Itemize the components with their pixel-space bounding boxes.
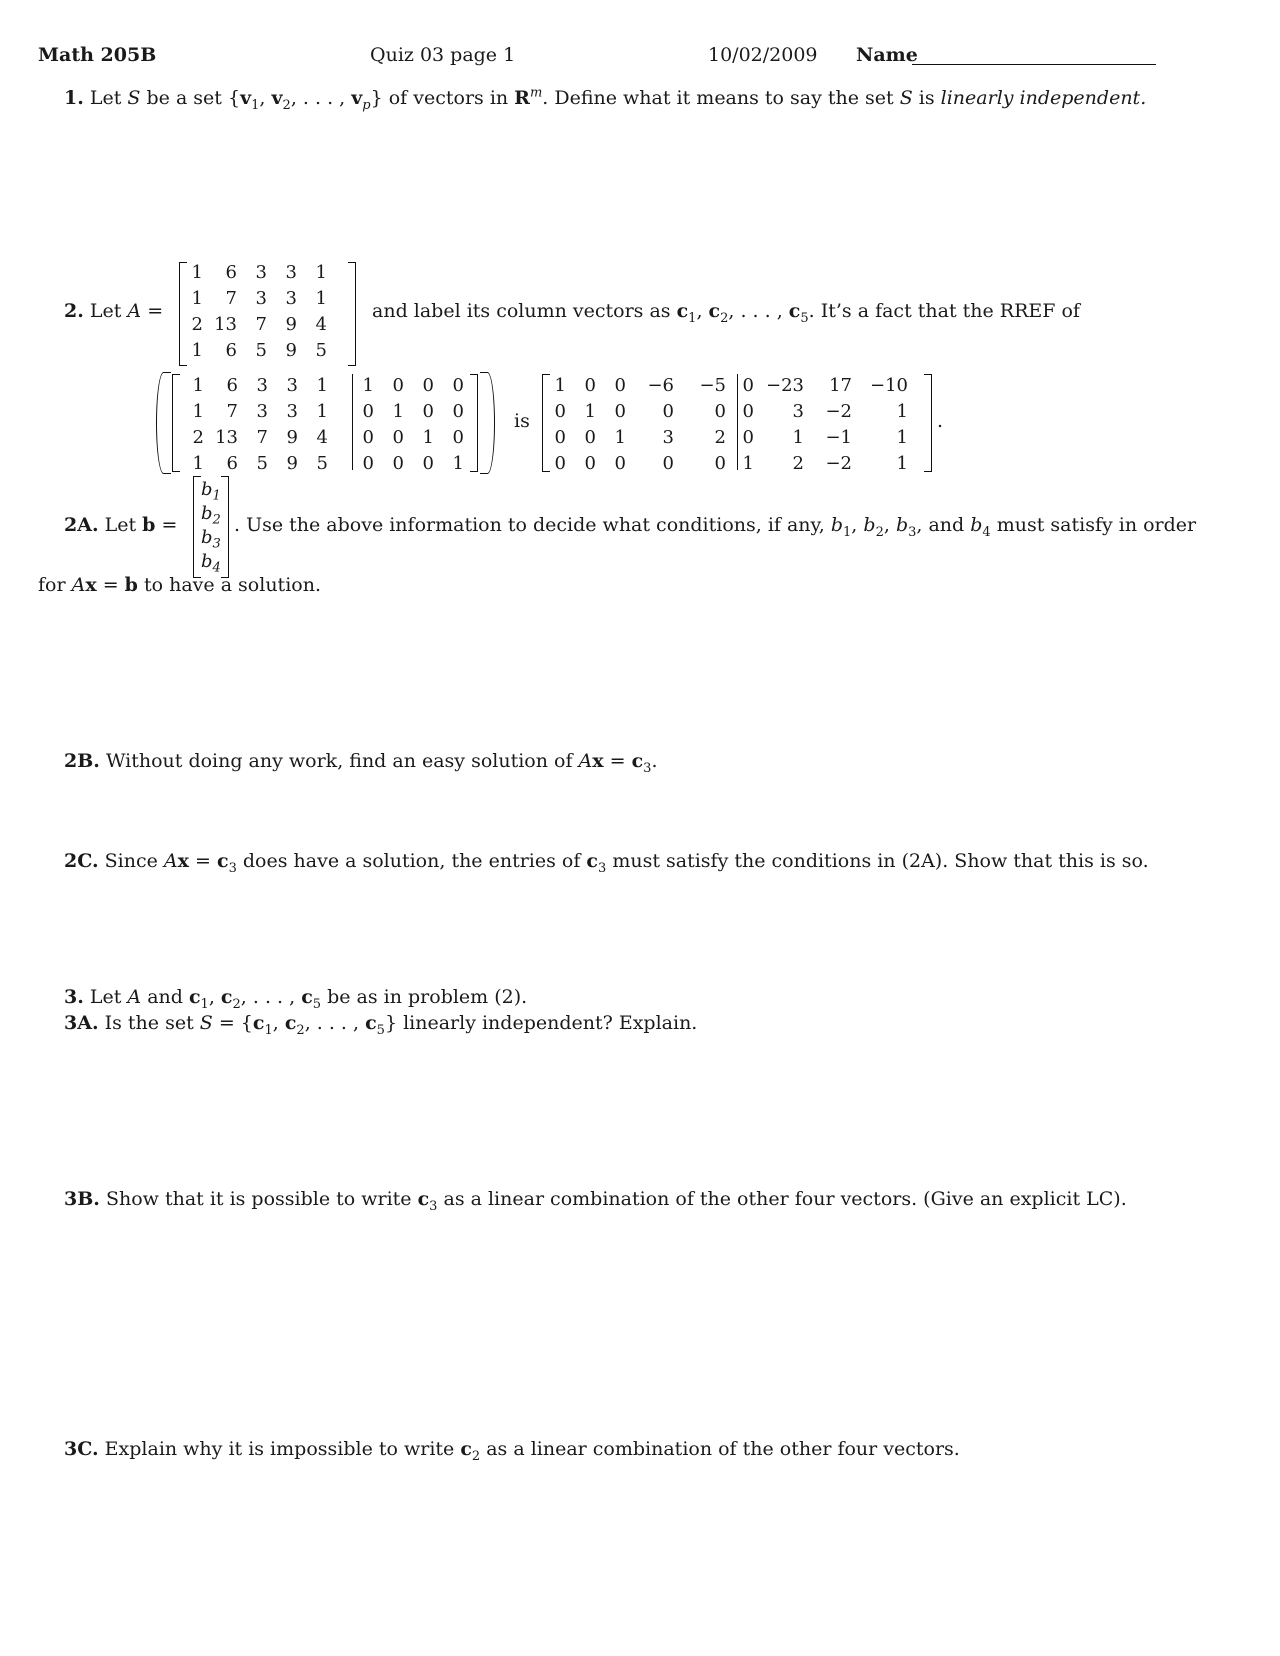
- rref-right-bracket: [924, 374, 932, 472]
- question-2a-label: 2A. Let b =: [64, 514, 178, 536]
- matrix-entry: 0: [584, 453, 596, 474]
- matrix-entry: 0: [614, 401, 626, 422]
- augmented-matrix-left: [182, 373, 328, 477]
- augmented-left-paren: [156, 372, 171, 474]
- matrix-entry: 1: [362, 375, 374, 396]
- matrix-entry: 0: [422, 453, 434, 474]
- matrix-entry: −6: [647, 375, 674, 396]
- matrix-entry: 1: [614, 427, 626, 448]
- matrix-entry: 1: [192, 453, 204, 474]
- augmented-right-paren: [480, 372, 495, 474]
- rref-matrix-left: [552, 373, 726, 477]
- matrix-entry: 0: [422, 375, 434, 396]
- matrix-entry: 1: [554, 375, 566, 396]
- matrix-entry: 3: [285, 288, 297, 309]
- matrix-entry: 5: [315, 340, 327, 361]
- matrix-entry: 0: [392, 375, 404, 396]
- rref-left-bracket: [542, 374, 550, 472]
- rref-period: .: [937, 410, 944, 432]
- matrix-entry: 0: [452, 427, 464, 448]
- matrix-entry: 3: [792, 401, 804, 422]
- matrix-entry: 0: [614, 453, 626, 474]
- matrix-entry: 6: [226, 375, 238, 396]
- matrix-entry: 5: [316, 453, 328, 474]
- matrix-row: [742, 373, 908, 399]
- matrix-entry: 1: [896, 453, 908, 474]
- matrix-row: [182, 399, 328, 425]
- matrix-entry: 0: [584, 427, 596, 448]
- matrix-entry: 3: [256, 375, 268, 396]
- matrix-row: [182, 451, 328, 477]
- course-title: Math 205B: [38, 44, 157, 66]
- question-2a-text: . Use the above information to decide what conditions, if any, $b_1$, $b_2$, $b_3$, and $b_4$ must satisfy in order: [234, 514, 1197, 540]
- matrix-entry: 0: [714, 401, 726, 422]
- question-2-label: 2. Let A =: [64, 300, 164, 322]
- question-3a: 3A. Is the set $S = \{c_1$, $c_2$, . . . , $c_5$} linearly independent? Explain.: [64, 1012, 698, 1038]
- matrix-entry: 4: [315, 314, 327, 335]
- question-3c: 3C. Explain why it is impossible to write $c_2$ as a linear combination of the other four vectors.: [64, 1438, 960, 1464]
- matrix-entry: 0: [392, 427, 404, 448]
- matrix-entry: 1: [315, 262, 327, 283]
- question-2c: 2C. Since $Ax = c_3$ does have a solution, the entries of $c_3$ must satisfy the conditions in (2A). Show that this is so.: [64, 850, 1149, 876]
- matrix-entry: 1: [452, 453, 464, 474]
- matrix-entry: 1: [192, 375, 204, 396]
- matrix-row: [742, 451, 908, 477]
- matrix-entry: 1: [792, 427, 804, 448]
- matrix-row: [358, 425, 464, 451]
- name-blank[interactable]: [912, 64, 1156, 65]
- question-1: 1. Let S be a set {$v_1$, $v_2$, . . . , $v_p$} of vectors in $R^m$. Define what it means to say the set S is linearly independent.: [64, 85, 1147, 113]
- rref-matrix-right: [742, 373, 908, 477]
- matrix-entry: 3: [286, 375, 298, 396]
- question-3: 3. Let A and $c_1$, $c_2$, . . . , $c_5$ be as in problem (2).: [64, 986, 528, 1012]
- matrix-row: [552, 425, 726, 451]
- matrix-entry: 5: [256, 453, 268, 474]
- matrix-entry: 3: [256, 401, 268, 422]
- matrix-entry: 13: [215, 427, 238, 448]
- vector-b-entry-1: $b_1$: [201, 479, 221, 504]
- augmented-matrix-right: [358, 373, 464, 477]
- question-2b: 2B. Without doing any work, find an easy solution of $Ax = c_3$.: [64, 750, 658, 776]
- matrix-entry: 6: [225, 262, 237, 283]
- matrix-entry: 0: [452, 401, 464, 422]
- matrix-entry: 0: [362, 453, 374, 474]
- matrix-entry: −2: [825, 401, 852, 422]
- matrix-row: [742, 399, 908, 425]
- matrix-entry: 1: [316, 401, 328, 422]
- matrix-entry: 2: [792, 453, 804, 474]
- name-label: Name: [856, 44, 918, 66]
- vector-b-entry-2: $b_2$: [201, 503, 221, 528]
- matrix-row: [189, 286, 327, 312]
- quiz-date: 10/02/2009: [708, 44, 818, 66]
- matrix-entry: 0: [554, 401, 566, 422]
- vector-b-left-bracket: [193, 476, 201, 578]
- matrix-entry: 1: [191, 340, 203, 361]
- matrix-row: [189, 260, 327, 286]
- matrix-row: [358, 373, 464, 399]
- matrix-entry: 0: [422, 401, 434, 422]
- matrix-entry: 6: [226, 453, 238, 474]
- matrix-entry: 17: [829, 375, 852, 396]
- vector-b-entry-4: $b_4$: [201, 551, 221, 576]
- matrix-entry: 9: [286, 453, 298, 474]
- matrix-entry: 0: [742, 427, 754, 448]
- vector-b-entry-3: $b_3$: [201, 527, 221, 552]
- matrix-entry: 7: [255, 314, 267, 335]
- matrix-entry: 0: [662, 453, 674, 474]
- matrix-entry: 0: [742, 401, 754, 422]
- matrix-entry: 3: [286, 401, 298, 422]
- matrix-entry: 1: [742, 453, 754, 474]
- matrix-entry: 1: [584, 401, 596, 422]
- matrix-row: [552, 373, 726, 399]
- matrix-entry: 5: [255, 340, 267, 361]
- matrix-entry: 9: [285, 340, 297, 361]
- matrix-entry: 9: [285, 314, 297, 335]
- matrix-entry: −5: [699, 375, 726, 396]
- matrix-entry: 0: [614, 375, 626, 396]
- question-2-text: and label its column vectors as $c_1$, $c_2$, . . . , $c_5$. It’s a fact that the RREF of: [372, 300, 1080, 326]
- augmented-right-bracket: [470, 374, 478, 472]
- matrix-entry: 3: [255, 262, 267, 283]
- matrix-row: [358, 399, 464, 425]
- matrix-entry: 0: [742, 375, 754, 396]
- matrix-entry: 7: [225, 288, 237, 309]
- matrix-entry: −23: [766, 375, 804, 396]
- matrix-entry: 0: [362, 427, 374, 448]
- matrix-entry: 3: [255, 288, 267, 309]
- matrix-entry: 0: [362, 401, 374, 422]
- question-2a-text-line2: for Ax = b to have a solution.: [38, 574, 321, 596]
- matrix-a: [189, 260, 327, 364]
- matrix-entry: 3: [662, 427, 674, 448]
- matrix-row: [742, 425, 908, 451]
- matrix-entry: 13: [214, 314, 237, 335]
- matrix-entry: 6: [225, 340, 237, 361]
- matrix-row: [182, 425, 328, 451]
- vector-b-right-bracket: [221, 476, 229, 578]
- matrix-entry: 1: [896, 427, 908, 448]
- matrix-row: [552, 399, 726, 425]
- matrix-entry: 0: [554, 427, 566, 448]
- matrix-entry: 0: [392, 453, 404, 474]
- augmented-divider: [352, 374, 353, 470]
- matrix-entry: 1: [191, 288, 203, 309]
- matrix-entry: 2: [714, 427, 726, 448]
- matrix-entry: 7: [256, 427, 268, 448]
- matrix-entry: 1: [422, 427, 434, 448]
- matrix-entry: 1: [896, 401, 908, 422]
- matrix-entry: 1: [191, 262, 203, 283]
- matrix-entry: 0: [452, 375, 464, 396]
- matrix-entry: 0: [714, 453, 726, 474]
- matrix-entry: 0: [584, 375, 596, 396]
- matrix-row: [182, 373, 328, 399]
- matrix-entry: 2: [192, 427, 204, 448]
- matrix-entry: 7: [226, 401, 238, 422]
- matrix-entry: −10: [870, 375, 908, 396]
- matrix-row: [358, 451, 464, 477]
- matrix-entry: 9: [286, 427, 298, 448]
- matrix-row: [552, 451, 726, 477]
- matrix-a-right-bracket: [348, 262, 356, 366]
- matrix-entry: 2: [191, 314, 203, 335]
- matrix-entry: 1: [315, 288, 327, 309]
- matrix-entry: 1: [316, 375, 328, 396]
- matrix-entry: 1: [192, 401, 204, 422]
- quiz-title: Quiz 03 page 1: [370, 44, 516, 66]
- matrix-row: [189, 312, 327, 338]
- matrix-entry: 1: [392, 401, 404, 422]
- augmented-left-bracket: [172, 374, 180, 472]
- matrix-entry: 0: [554, 453, 566, 474]
- matrix-entry: 4: [316, 427, 328, 448]
- matrix-entry: −1: [825, 427, 852, 448]
- matrix-row: [189, 338, 327, 364]
- rref-divider: [737, 374, 738, 470]
- question-3b: 3B. Show that it is possible to write $c_3$ as a linear combination of the other four vectors. (Give an explicit LC).: [64, 1188, 1127, 1214]
- matrix-entry: −2: [825, 453, 852, 474]
- matrix-a-left-bracket: [179, 262, 187, 366]
- is-word: is: [514, 410, 530, 432]
- matrix-entry: 3: [285, 262, 297, 283]
- matrix-entry: 0: [662, 401, 674, 422]
